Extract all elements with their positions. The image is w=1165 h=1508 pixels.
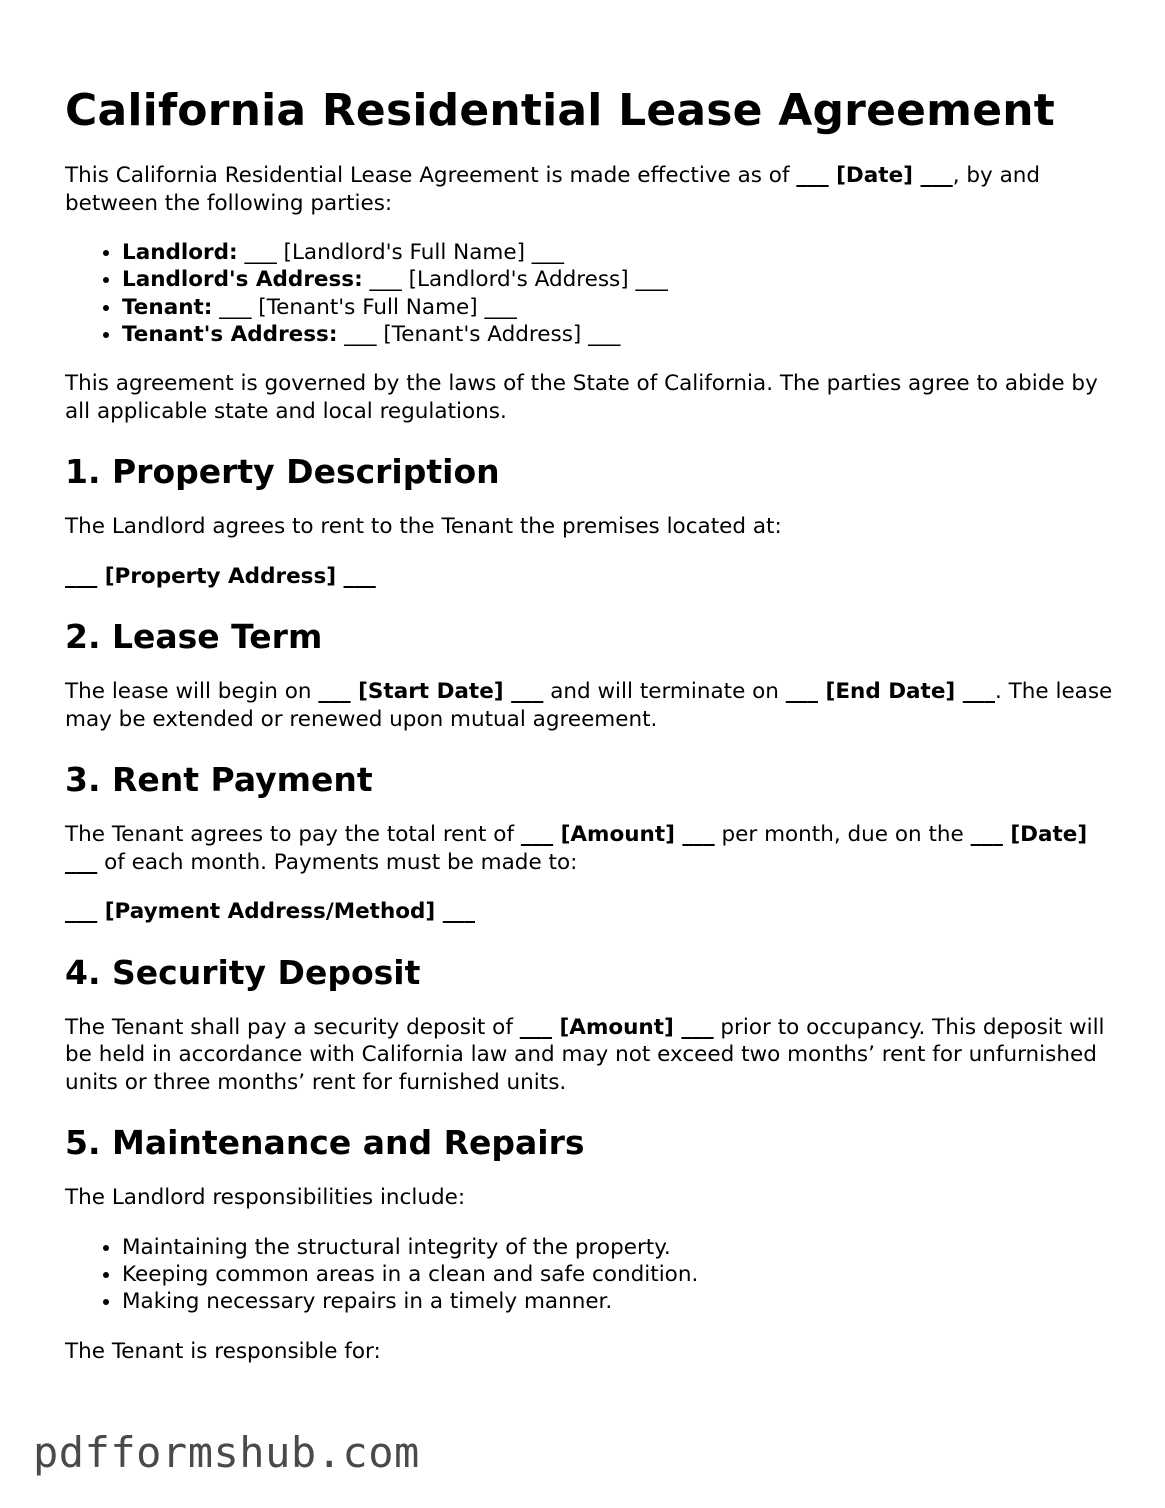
section-heading-term: 2. Lease Term: [65, 617, 323, 657]
landlord-responsibilities-list: [65, 1234, 1115, 1316]
intro-date-field: [Date]: [836, 163, 913, 188]
section-heading-property: 1. Property Description: [65, 452, 500, 492]
property-address-field: ___ [Property Address] ___: [65, 563, 376, 589]
list-item: • Keeping common areas in a clean and safe condition.: [122, 1261, 1115, 1288]
intro-text-after: , by and between the following parties:: [65, 163, 1041, 216]
rent-paragraph: The Tenant agrees to pay the total rent of ___ [Amount] ___ per month, due on the ___ [Date] ___ of each month. Payments must be made to:: [65, 822, 1088, 875]
tenant-responsibilities-intro: The Tenant is responsible for:: [65, 1338, 381, 1364]
governing-law-paragraph: This agreement is governed by the laws of the State of California. The parties agree to abide by all applicable state and local regulations.: [65, 371, 1098, 424]
document-title: California Residential Lease Agreement: [65, 85, 1055, 136]
party-landlord: • Landlord: ___ [Landlord's Full Name] ___: [122, 239, 1115, 266]
party-tenant: • Tenant: ___ [Tenant's Full Name] ___: [122, 294, 1115, 321]
section-heading-deposit: 4. Security Deposit: [65, 952, 421, 992]
site-watermark: pdfformshub.com: [33, 1428, 420, 1477]
parties-list: [65, 239, 1115, 348]
intro-text-before: This California Residential Lease Agreement is made effective as of: [65, 163, 797, 188]
payment-method-field: ___ [Payment Address/Method] ___: [65, 899, 475, 925]
landlord-responsibilities-intro: The Landlord responsibilities include:: [65, 1185, 466, 1211]
list-item: • Maintaining the structural integrity of the property.: [122, 1234, 1115, 1261]
rent-due-date-field: ___ [Date] ___: [65, 822, 1088, 875]
property-paragraph: The Landlord agrees to rent to the Tenant the premises located at:: [65, 514, 782, 540]
party-tenant-address: • Tenant's Address: ___ [Tenant's Address] ___: [122, 321, 1115, 348]
deposit-amount-field: ___ [Amount] ___: [519, 1014, 714, 1040]
section-heading-maintenance: 5. Maintenance and Repairs: [65, 1123, 585, 1163]
start-date-field: ___ [Start Date] ___: [318, 679, 544, 705]
list-item: • Making necessary repairs in a timely manner.: [122, 1288, 1115, 1315]
term-paragraph: The lease will begin on ___ [Start Date] ___ and will terminate on ___ [End Date] ___. The lease may be extended or renewed upon mutual agreement.: [65, 679, 1113, 732]
intro-paragraph: [65, 162, 1115, 217]
section-heading-rent: 3. Rent Payment: [65, 760, 373, 800]
end-date-field: ___ [End Date] ___: [785, 679, 995, 705]
deposit-paragraph: The Tenant shall pay a security deposit of ___ [Amount] ___ prior to occupancy. This deposit will be held in accordance with California law and may not exceed two months’ rent for unfurnished units or three months’ rent for furnished units.: [65, 1014, 1105, 1095]
party-landlord-address: • Landlord's Address: ___ [Landlord's Address] ___: [122, 266, 1115, 293]
intro-blank-before: ___: [796, 163, 837, 188]
document-page: [65, 80, 1115, 1387]
rent-amount-field: ___ [Amount] ___: [520, 822, 715, 848]
intro-blank-after: ___: [912, 163, 953, 188]
